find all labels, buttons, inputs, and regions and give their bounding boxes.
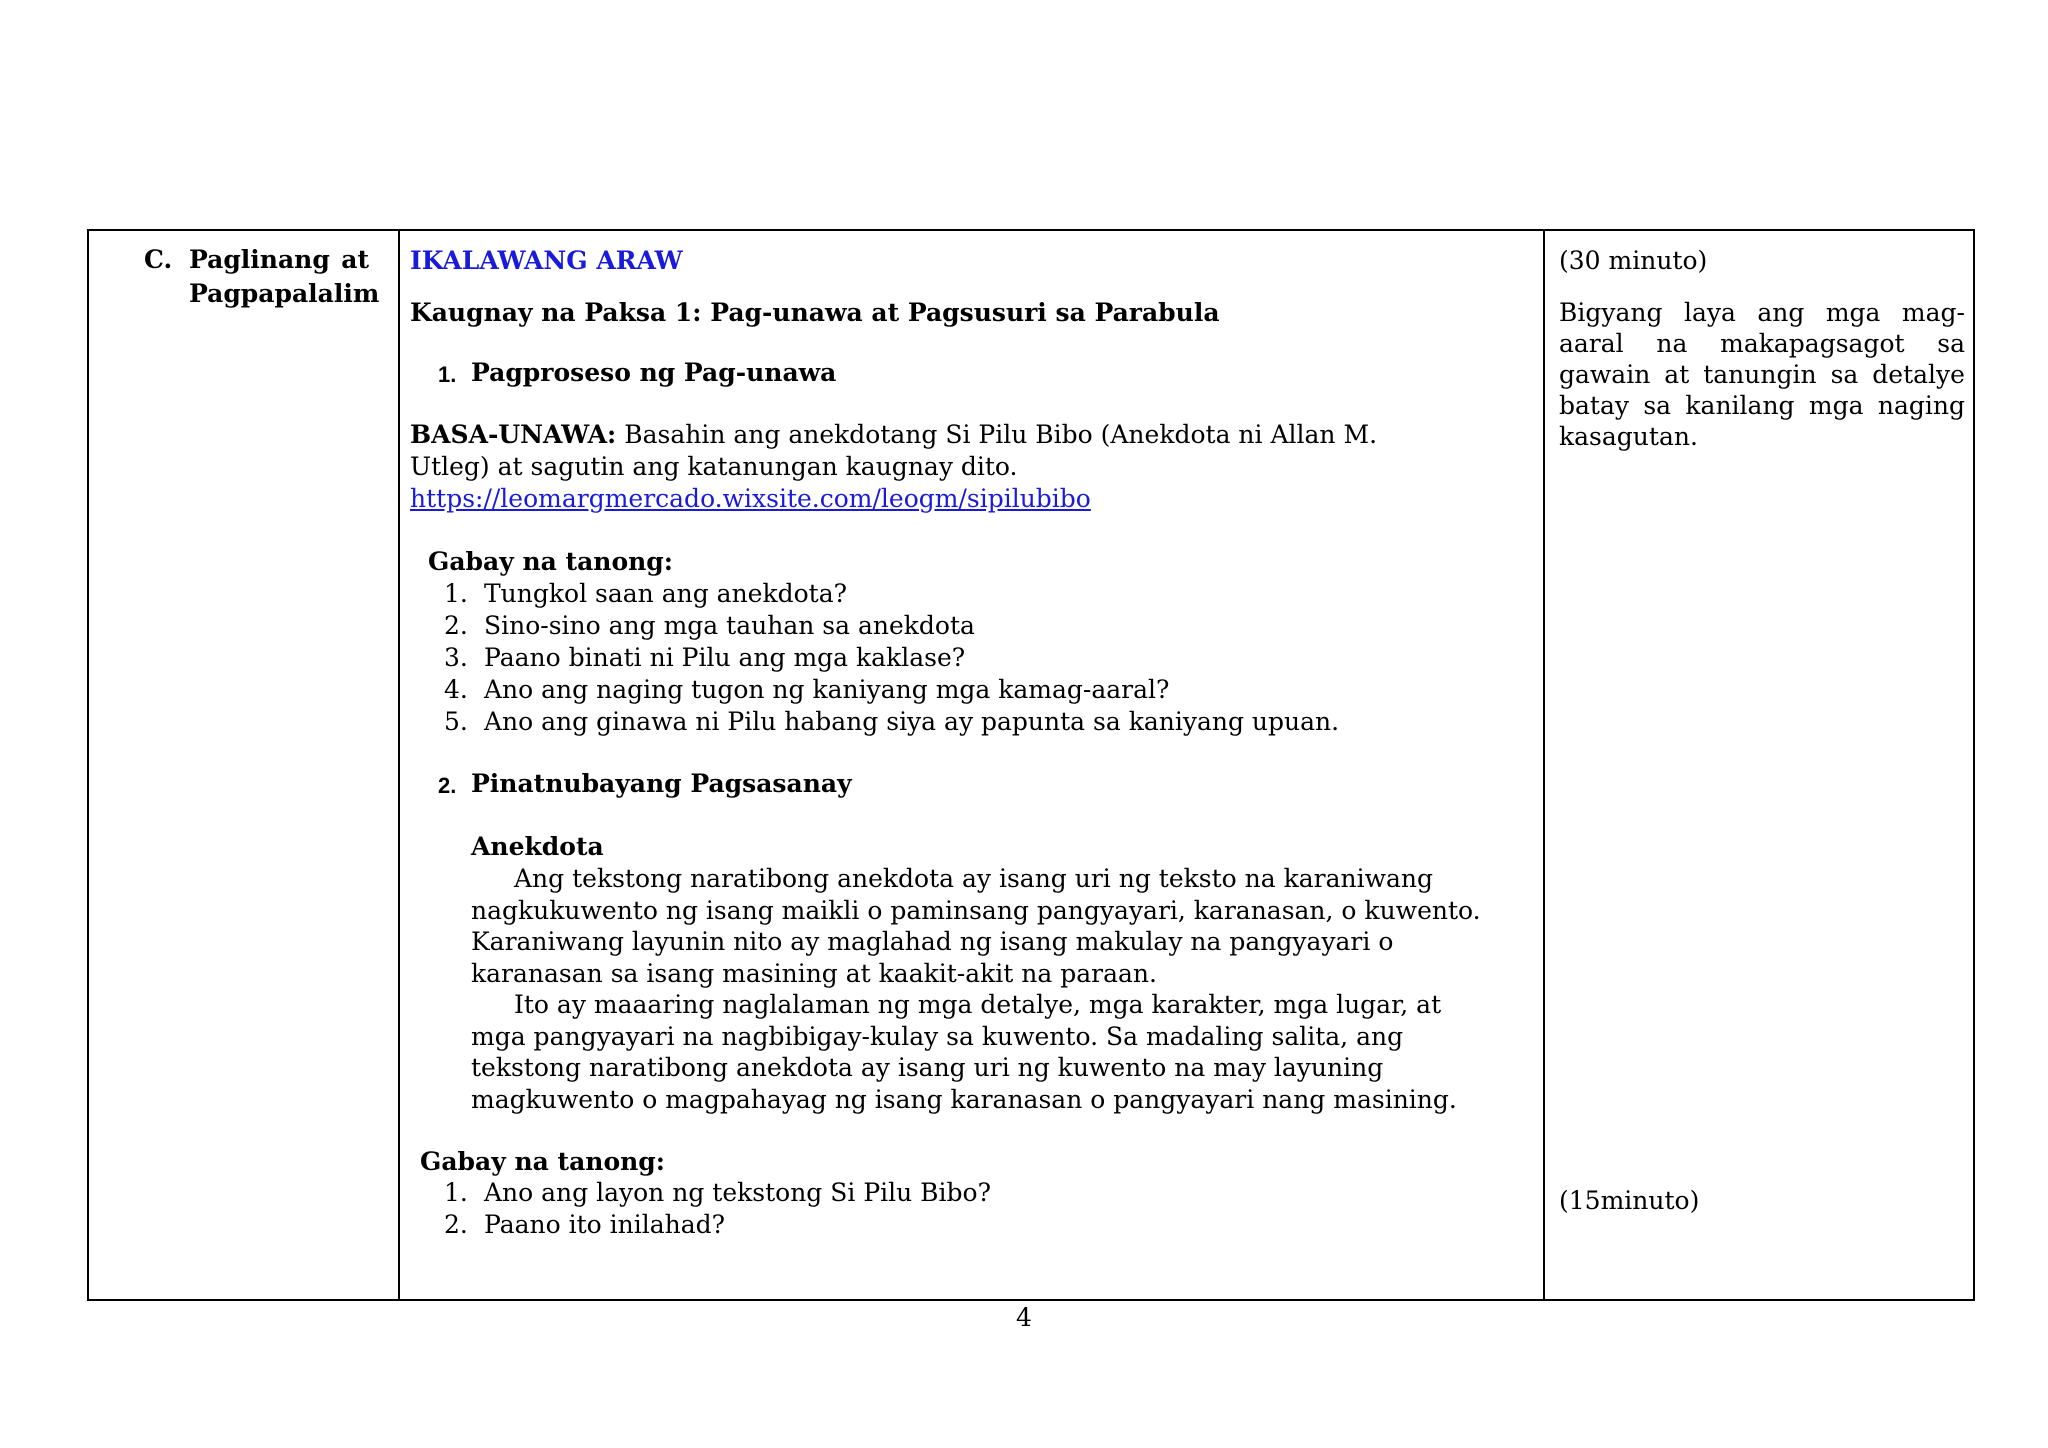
note-word: mga bbox=[1825, 298, 1881, 327]
note-word: makapagsagot bbox=[1720, 329, 1905, 358]
section-title-line1 bbox=[189, 245, 369, 274]
note-word: sa bbox=[1643, 391, 1672, 420]
note-word: mga bbox=[1808, 391, 1864, 420]
anekdota-title: Anekdota bbox=[471, 832, 604, 861]
list-item: Paano ito inilahad? bbox=[484, 1210, 726, 1239]
note-word: laya bbox=[1683, 298, 1736, 327]
note-word: sa bbox=[1830, 360, 1859, 389]
list-item-number: 2. bbox=[444, 1210, 468, 1239]
note-word: at bbox=[1664, 360, 1690, 389]
list-item-number: 2. bbox=[444, 611, 468, 640]
step-title: Pinatnubayang Pagsasanay bbox=[471, 769, 852, 798]
note-line bbox=[1559, 328, 1965, 359]
list-item: Paano binati ni Pilu ang mga kaklase? bbox=[484, 643, 966, 672]
paragraph-line: tekstong naratibong anekdota ay isang uri ng kuwento na may layuning bbox=[471, 1053, 1384, 1082]
column-divider bbox=[398, 231, 400, 1299]
column-divider bbox=[1543, 231, 1545, 1299]
list-item-number: 1. bbox=[444, 579, 468, 608]
note-word: naging bbox=[1877, 391, 1965, 420]
note-line bbox=[1559, 359, 1965, 390]
step-number: 1. bbox=[438, 362, 457, 387]
step-number: 2. bbox=[438, 773, 457, 798]
section-title-line2: Pagpapalalim bbox=[189, 279, 380, 308]
source-link[interactable]: https://leomargmercado.wixsite.com/leogm/sipilubibo bbox=[410, 484, 1091, 513]
list-item: Tungkol saan ang anekdota? bbox=[484, 579, 848, 608]
note-line: kasagutan. bbox=[1559, 422, 1698, 451]
list-item: Sino-sino ang mga tauhan sa anekdota bbox=[484, 611, 975, 640]
note-word: kanilang bbox=[1685, 391, 1795, 420]
note-word: sa bbox=[1937, 329, 1965, 358]
note-word: aaral bbox=[1559, 329, 1624, 358]
list-item-number: 5. bbox=[444, 707, 468, 736]
paragraph-line: Ito ay maaaring naglalaman ng mga detalye, mga karakter, mga lugar, at bbox=[514, 990, 1442, 1019]
section-title-word: Paglinang bbox=[189, 245, 330, 274]
basa-label: BASA-UNAWA: bbox=[410, 420, 617, 449]
guide-title: Gabay na tanong: bbox=[428, 547, 674, 576]
list-item: Ano ang naging tugon ng kaniyang mga kamag-aaral? bbox=[484, 675, 1170, 704]
time-allotment: (30 minuto) bbox=[1559, 246, 1708, 275]
note-line bbox=[1559, 390, 1965, 421]
note-line bbox=[1559, 297, 1965, 328]
section-letter: C. bbox=[144, 245, 173, 274]
basa-text: Basahin ang anekdotang Si Pilu Bibo (Anekdota ni Allan M. bbox=[616, 420, 1378, 449]
lesson-table bbox=[87, 229, 1975, 1301]
list-item-number: 1. bbox=[444, 1178, 468, 1207]
note-word: na bbox=[1656, 329, 1688, 358]
paragraph-line: mga pangyayari na nagbibigay-kulay sa kuwento. Sa madaling salita, ang bbox=[471, 1022, 1404, 1051]
paragraph-line: nagkukuwento ng isang maikli o paminsang pangyayari, karanasan, o kuwento. bbox=[471, 896, 1481, 925]
topic-heading: Kaugnay na Paksa 1: Pag-unawa at Pagsusuri sa Parabula bbox=[410, 298, 1220, 327]
basa-unawa-line2: Utleg) at sagutin ang katanungan kaugnay dito. bbox=[410, 452, 1018, 481]
list-item-number: 3. bbox=[444, 643, 468, 672]
note-word: detalye bbox=[1872, 360, 1965, 389]
page-number: 4 bbox=[1016, 1303, 1032, 1332]
note-word: tanungin bbox=[1703, 360, 1817, 389]
note-word: ang bbox=[1757, 298, 1805, 327]
basa-unawa-line1 bbox=[410, 419, 1377, 451]
list-item-number: 4. bbox=[444, 675, 468, 704]
step-title: Pagproseso ng Pag-unawa bbox=[471, 358, 837, 387]
note-word: batay bbox=[1559, 391, 1629, 420]
note-word: Bigyang bbox=[1559, 298, 1663, 327]
paragraph-line: karanasan sa isang masining at kaakit-akit na paraan. bbox=[471, 959, 1157, 988]
paragraph-line: magkuwento o magpahayag ng isang karanasan o pangyayari nang masining. bbox=[471, 1085, 1457, 1114]
time-allotment: (15minuto) bbox=[1559, 1186, 1700, 1215]
note-word: gawain bbox=[1559, 360, 1651, 389]
section-title-word: at bbox=[341, 245, 369, 274]
paragraph-line: Ang tekstong naratibong anekdota ay isang uri ng teksto na karaniwang bbox=[514, 864, 1434, 893]
list-item: Ano ang layon ng tekstong Si Pilu Bibo? bbox=[484, 1178, 992, 1207]
day-header: IKALAWANG ARAW bbox=[410, 246, 683, 275]
guide-title: Gabay na tanong: bbox=[420, 1147, 666, 1176]
paragraph-line: Karaniwang layunin nito ay maglahad ng isang makulay na pangyayari o bbox=[471, 927, 1394, 956]
note-word: mag- bbox=[1901, 298, 1965, 327]
list-item: Ano ang ginawa ni Pilu habang siya ay papunta sa kaniyang upuan. bbox=[484, 707, 1340, 736]
